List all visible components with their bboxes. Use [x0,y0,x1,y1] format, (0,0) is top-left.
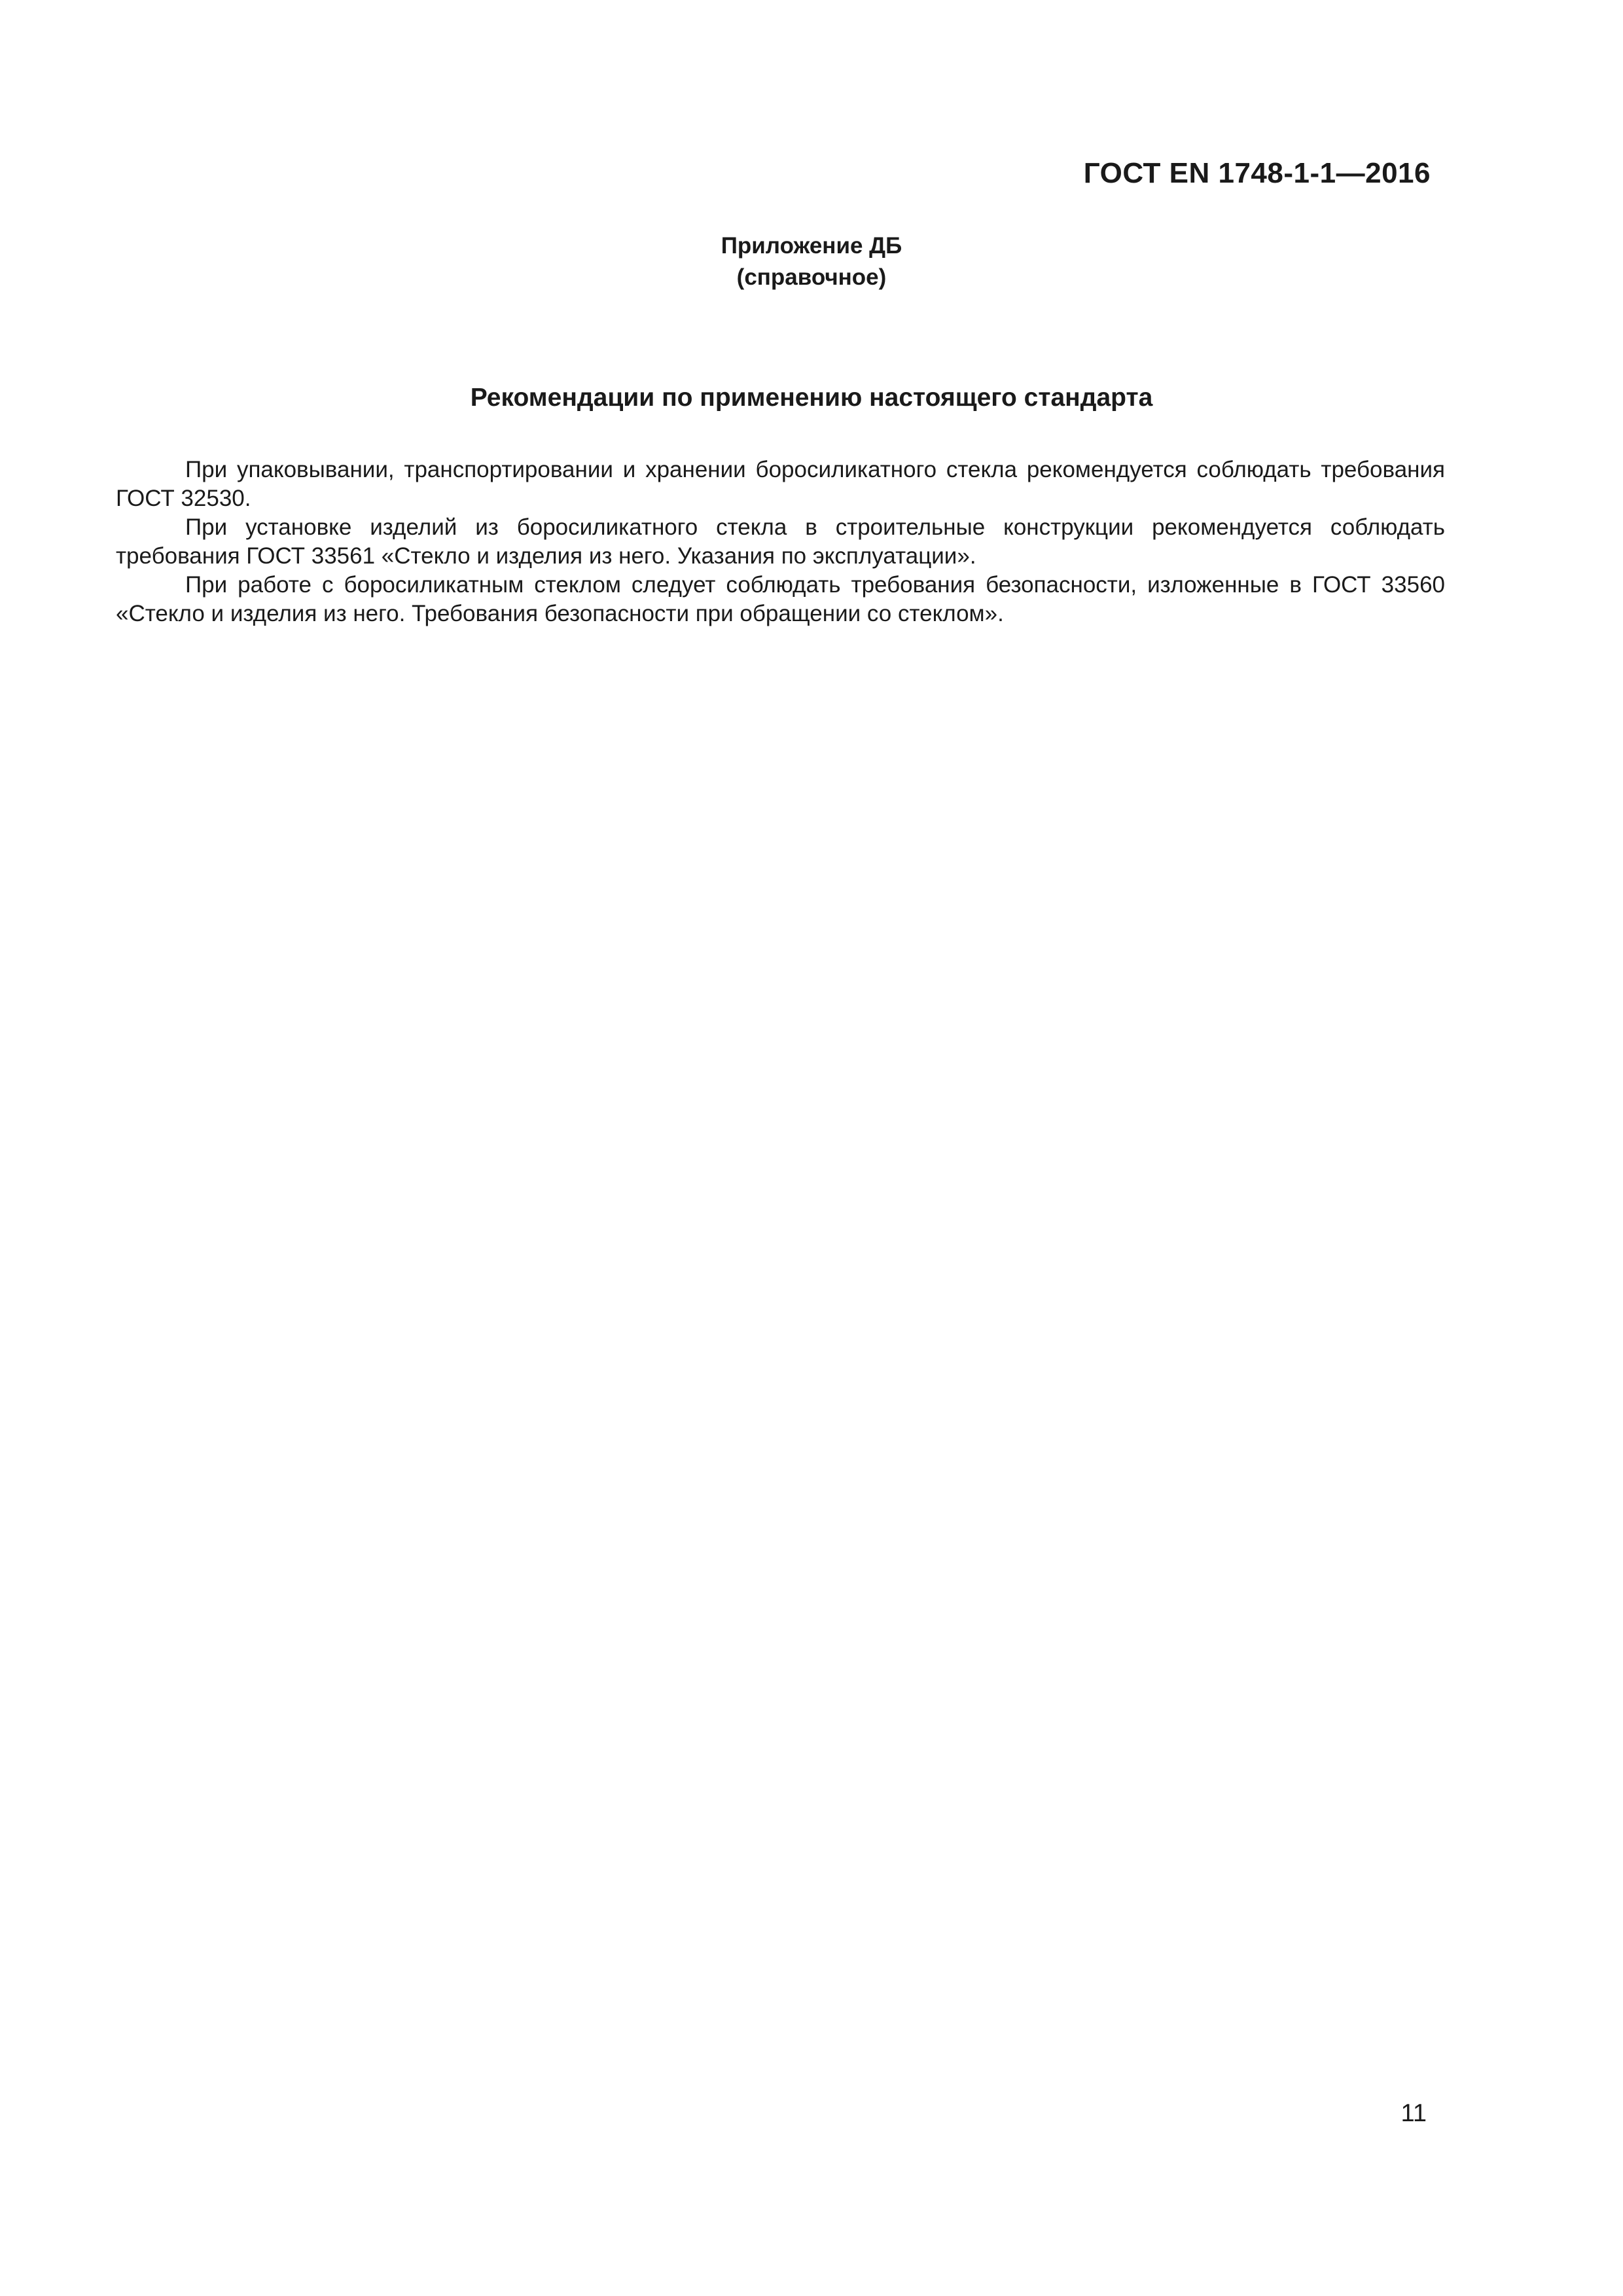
paragraph: При установке изделий из боросиликатного стекла в строительные конструкции рекомендуется соблюдать требования ГОСТ 33561 «Стекло и изделия из него. Указания по эксплуатации». [116,514,1445,569]
section-heading: Рекомендации по применению настоящего стандарта [470,384,1153,412]
body-text [116,456,1445,628]
document-code: ГОСТ EN 1748-1-1—2016 [1083,157,1431,189]
page-number: 11 [1400,2100,1427,2127]
appendix-title: Приложение ДБ [721,233,902,259]
paragraph: При упаковывании, транспортировании и хранении боросиликатного стекла рекомендуется соблюдать требования ГОСТ 32530. [116,457,1445,511]
appendix-subtitle: (справочное) [736,264,887,290]
paragraph: При работе с боросиликатным стеклом следует соблюдать требования безопасности, изложенные в ГОСТ 33560 «Стекло и изделия из него. Требования безопасности при обращении со стеклом». [116,572,1445,626]
appendix-title-block [0,230,1623,293]
